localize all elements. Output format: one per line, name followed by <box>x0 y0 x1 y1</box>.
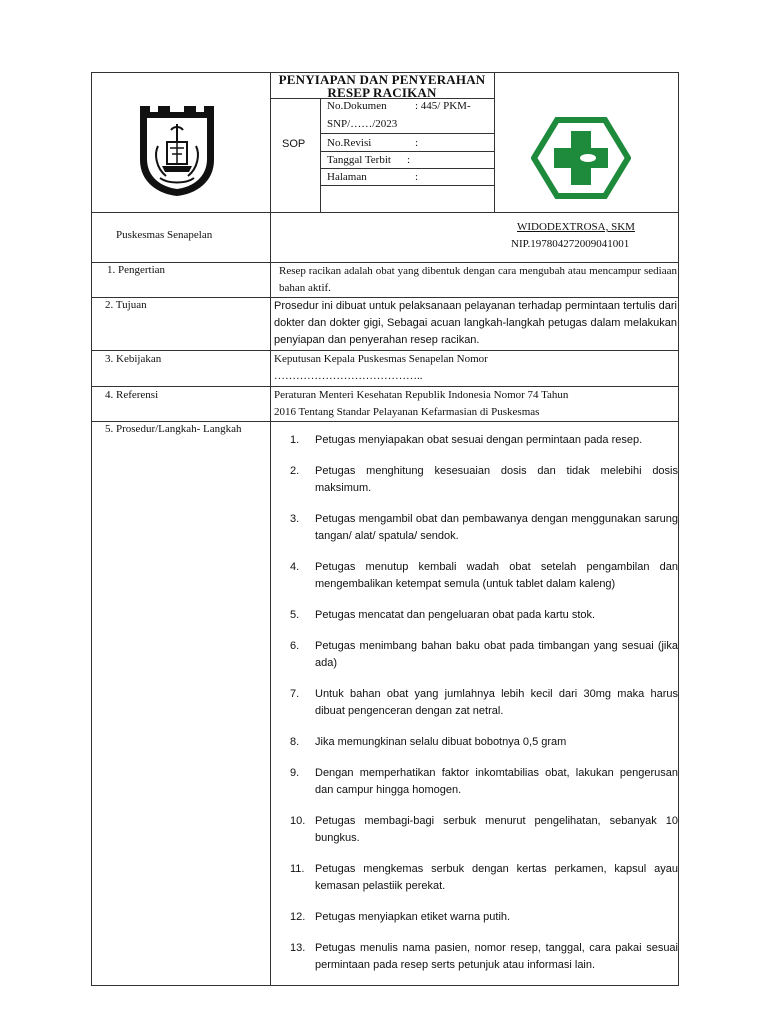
divider-section-4 <box>91 386 679 387</box>
section-referensi-line2: 2016 Tentang Standar Pelayanan Kefarmasian di Puskesmas <box>274 406 540 418</box>
procedure-step-number: 10. <box>290 815 306 827</box>
procedure-step-number: 1. <box>290 434 300 446</box>
procedure-steps-list <box>290 432 678 988</box>
page-value: : <box>415 171 419 183</box>
revision-label: No.Revisi <box>327 137 372 149</box>
procedure-step <box>290 813 678 847</box>
doc-number-value: : 445/ PKM- <box>415 100 471 112</box>
section-kebijakan-line1: Keputusan Kepala Puskesmas Senapelan Nomor <box>274 353 488 365</box>
procedure-step <box>290 463 678 497</box>
institution-name: Puskesmas Senapelan <box>116 229 213 241</box>
procedure-step <box>290 686 678 720</box>
procedure-step <box>290 940 678 974</box>
divider-sop <box>320 98 321 212</box>
section-referensi-label: 4. Referensi <box>105 389 159 401</box>
procedure-step-text: Petugas mengambil obat dan pembawanya dengan menggunakan sarung tangan/ alat/ spatula/ sendok. <box>315 513 678 542</box>
divider-header-bottom <box>91 212 679 213</box>
procedure-step-number: 12. <box>290 911 306 923</box>
divider-logo-right <box>494 72 495 212</box>
issue-date-label: Tanggal Terbit <box>327 154 391 166</box>
document-title: PENYIAPAN DAN PENYERAHAN RESEP RACIKAN <box>278 72 486 100</box>
procedure-step-number: 5. <box>290 609 300 621</box>
procedure-step <box>290 432 678 449</box>
procedure-step <box>290 638 678 672</box>
section-tujuan-text: Prosedur ini dibuat untuk pelaksanaan pelayanan terhadap permintaan tertulis dari dokter dan dokter gigi, Sebagai acuan langkah-langkah petugas dalam melakukan penyiapan dan penyerahan resep racikan. <box>274 300 677 346</box>
divider-row4 <box>320 185 494 186</box>
procedure-step-text: Petugas menulis nama pasien, nomor resep, tanggal, cara pakai sesuai permintaan pada resep serts petunjuk atau informasi lain. <box>315 942 678 971</box>
procedure-step-number: 3. <box>290 513 300 525</box>
procedure-step <box>290 511 678 545</box>
procedure-step-text: Petugas menimbang bahan baku obat pada timbangan yang sesuai (jika ada) <box>315 640 678 669</box>
procedure-step-number: 2. <box>290 465 300 477</box>
sop-label: SOP <box>282 138 306 150</box>
section-pengertian-text: Resep racikan adalah obat yang dibentuk dengan cara mengubah atau mencampur sediaan bahan aktif. <box>279 265 677 294</box>
puskesmas-cross-icon <box>531 117 631 199</box>
procedure-step-text: Jika memungkinan selalu dibuat bobotnya 0,5 gram <box>315 736 567 748</box>
section-prosedur-label: 5. Prosedur/Langkah- Langkah <box>105 423 242 435</box>
divider-row1 <box>320 133 494 134</box>
procedure-step <box>290 909 678 926</box>
divider-sections-column <box>270 262 271 986</box>
page-label: Halaman <box>327 171 367 183</box>
procedure-step-text: Petugas menyiapakan obat sesuai dengan permintaan pada resep. <box>315 434 643 446</box>
procedure-step-number: 4. <box>290 561 300 573</box>
procedure-step-text: Petugas mencatat dan pengeluaran obat pada kartu stok. <box>315 609 596 621</box>
revision-value: : <box>415 137 419 149</box>
procedure-step <box>290 559 678 593</box>
section-kebijakan-label: 3. Kebijakan <box>105 353 162 365</box>
section-tujuan-label: 2. Tujuan <box>105 299 147 311</box>
city-emblem-icon <box>136 102 218 198</box>
doc-number-label: No.Dokumen <box>327 100 387 112</box>
signer-name: WIDODEXTROSA, SKM <box>517 221 635 233</box>
procedure-step-number: 13. <box>290 942 306 954</box>
procedure-step-number: 6. <box>290 640 300 652</box>
procedure-step <box>290 607 678 624</box>
procedure-step-number: 9. <box>290 767 300 779</box>
divider-section-3 <box>91 350 679 351</box>
section-referensi-line1: Peraturan Menteri Kesehatan Republik Indonesia Nomor 74 Tahun <box>274 389 569 401</box>
procedure-step-text: Petugas menyiapkan etiket warna putih. <box>315 911 511 923</box>
procedure-step-text: Untuk bahan obat yang jumlahnya lebih kecil dari 30mg maka harus dibuat pengenceran dengan zat netral. <box>315 688 678 717</box>
procedure-step-text: Petugas menghitung kesesuaian dosis dan tidak melebihi dosis maksimum. <box>315 465 678 494</box>
procedure-step-number: 7. <box>290 688 300 700</box>
signer-nip: NIP.197804272009041001 <box>511 238 630 250</box>
procedure-step <box>290 765 678 799</box>
procedure-step-text: Dengan memperhatikan faktor inkomtabilias obat, lakukan pengerusan dan campur hingga homogen. <box>315 767 678 796</box>
procedure-step-text: Petugas membagi-bagi serbuk menurut pengelihatan, sebanyak 10 bungkus. <box>315 815 678 844</box>
section-pengertian-label: 1. Pengertian <box>107 264 166 276</box>
procedure-step-number: 11. <box>290 863 305 875</box>
doc-number-cont: SNP/……/2023 <box>327 118 398 130</box>
procedure-step-number: 8. <box>290 736 300 748</box>
procedure-step <box>290 861 678 895</box>
divider-row2 <box>320 151 494 152</box>
procedure-step <box>290 734 678 751</box>
divider-row3 <box>320 168 494 169</box>
procedure-step-text: Petugas mengkemas serbuk dengan kertas perkamen, kapsul ayau kemasan pelastiik perekat. <box>315 863 678 892</box>
section-kebijakan-line2: ………………………………….. <box>274 370 423 382</box>
procedure-step-text: Petugas menutup kembali wadah obat setelah pengambilan dan mengembalikan ketempat semula (untuk tablet dalam kaleng) <box>315 561 678 590</box>
issue-date-value: : <box>407 154 411 166</box>
divider-logo-left <box>270 72 271 262</box>
